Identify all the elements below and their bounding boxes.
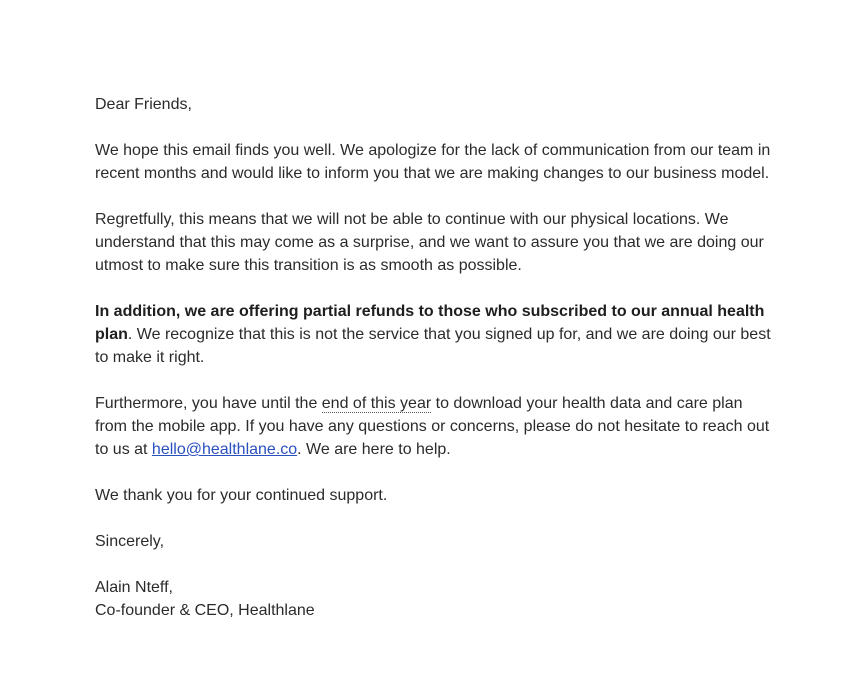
contact-email-link[interactable]: hello@healthlane.co xyxy=(151,441,298,458)
greeting: Dear Friends, xyxy=(95,96,192,113)
deadline-highlight: end of this year xyxy=(321,395,432,412)
closing: Sincerely, xyxy=(95,533,165,550)
signature-name: Alain Nteff, xyxy=(95,579,173,596)
refunds-bold-text: In addition, we are offering partial refunds to those who subscribed to our annual health plan xyxy=(95,303,765,343)
signature-title: Co-founder & CEO, Healthlane xyxy=(95,602,315,619)
refunds-rest-text: . We recognize that this is not the service that you signed up for, and we are doing our best to make it right. xyxy=(95,326,771,366)
paragraph-changes: We hope this email finds you well. We apologize for the lack of communication from our team in recent months and would like to inform you that we are making changes to our business model. xyxy=(95,142,771,182)
paragraph-refunds xyxy=(95,300,775,369)
download-text-before: Furthermore, you have until the xyxy=(95,395,322,412)
email-body xyxy=(95,93,775,622)
download-text-middle: to download your health data and care plan from the mobile app. If you have any questions or concerns, please do not hesitate to reach out to us at xyxy=(95,395,770,458)
paragraph-data-download xyxy=(95,392,775,461)
signature-block xyxy=(95,576,775,622)
paragraph-thanks: We thank you for your continued support. xyxy=(95,487,388,504)
paragraph-locations: Regretfully, this means that we will not be able to continue with our physical locations. We understand that this may come as a surprise, and we want to assure you that we are doing our utmost to make sure this transition is as smooth as possible. xyxy=(95,211,764,274)
download-text-after: . We are here to help. xyxy=(297,441,451,458)
